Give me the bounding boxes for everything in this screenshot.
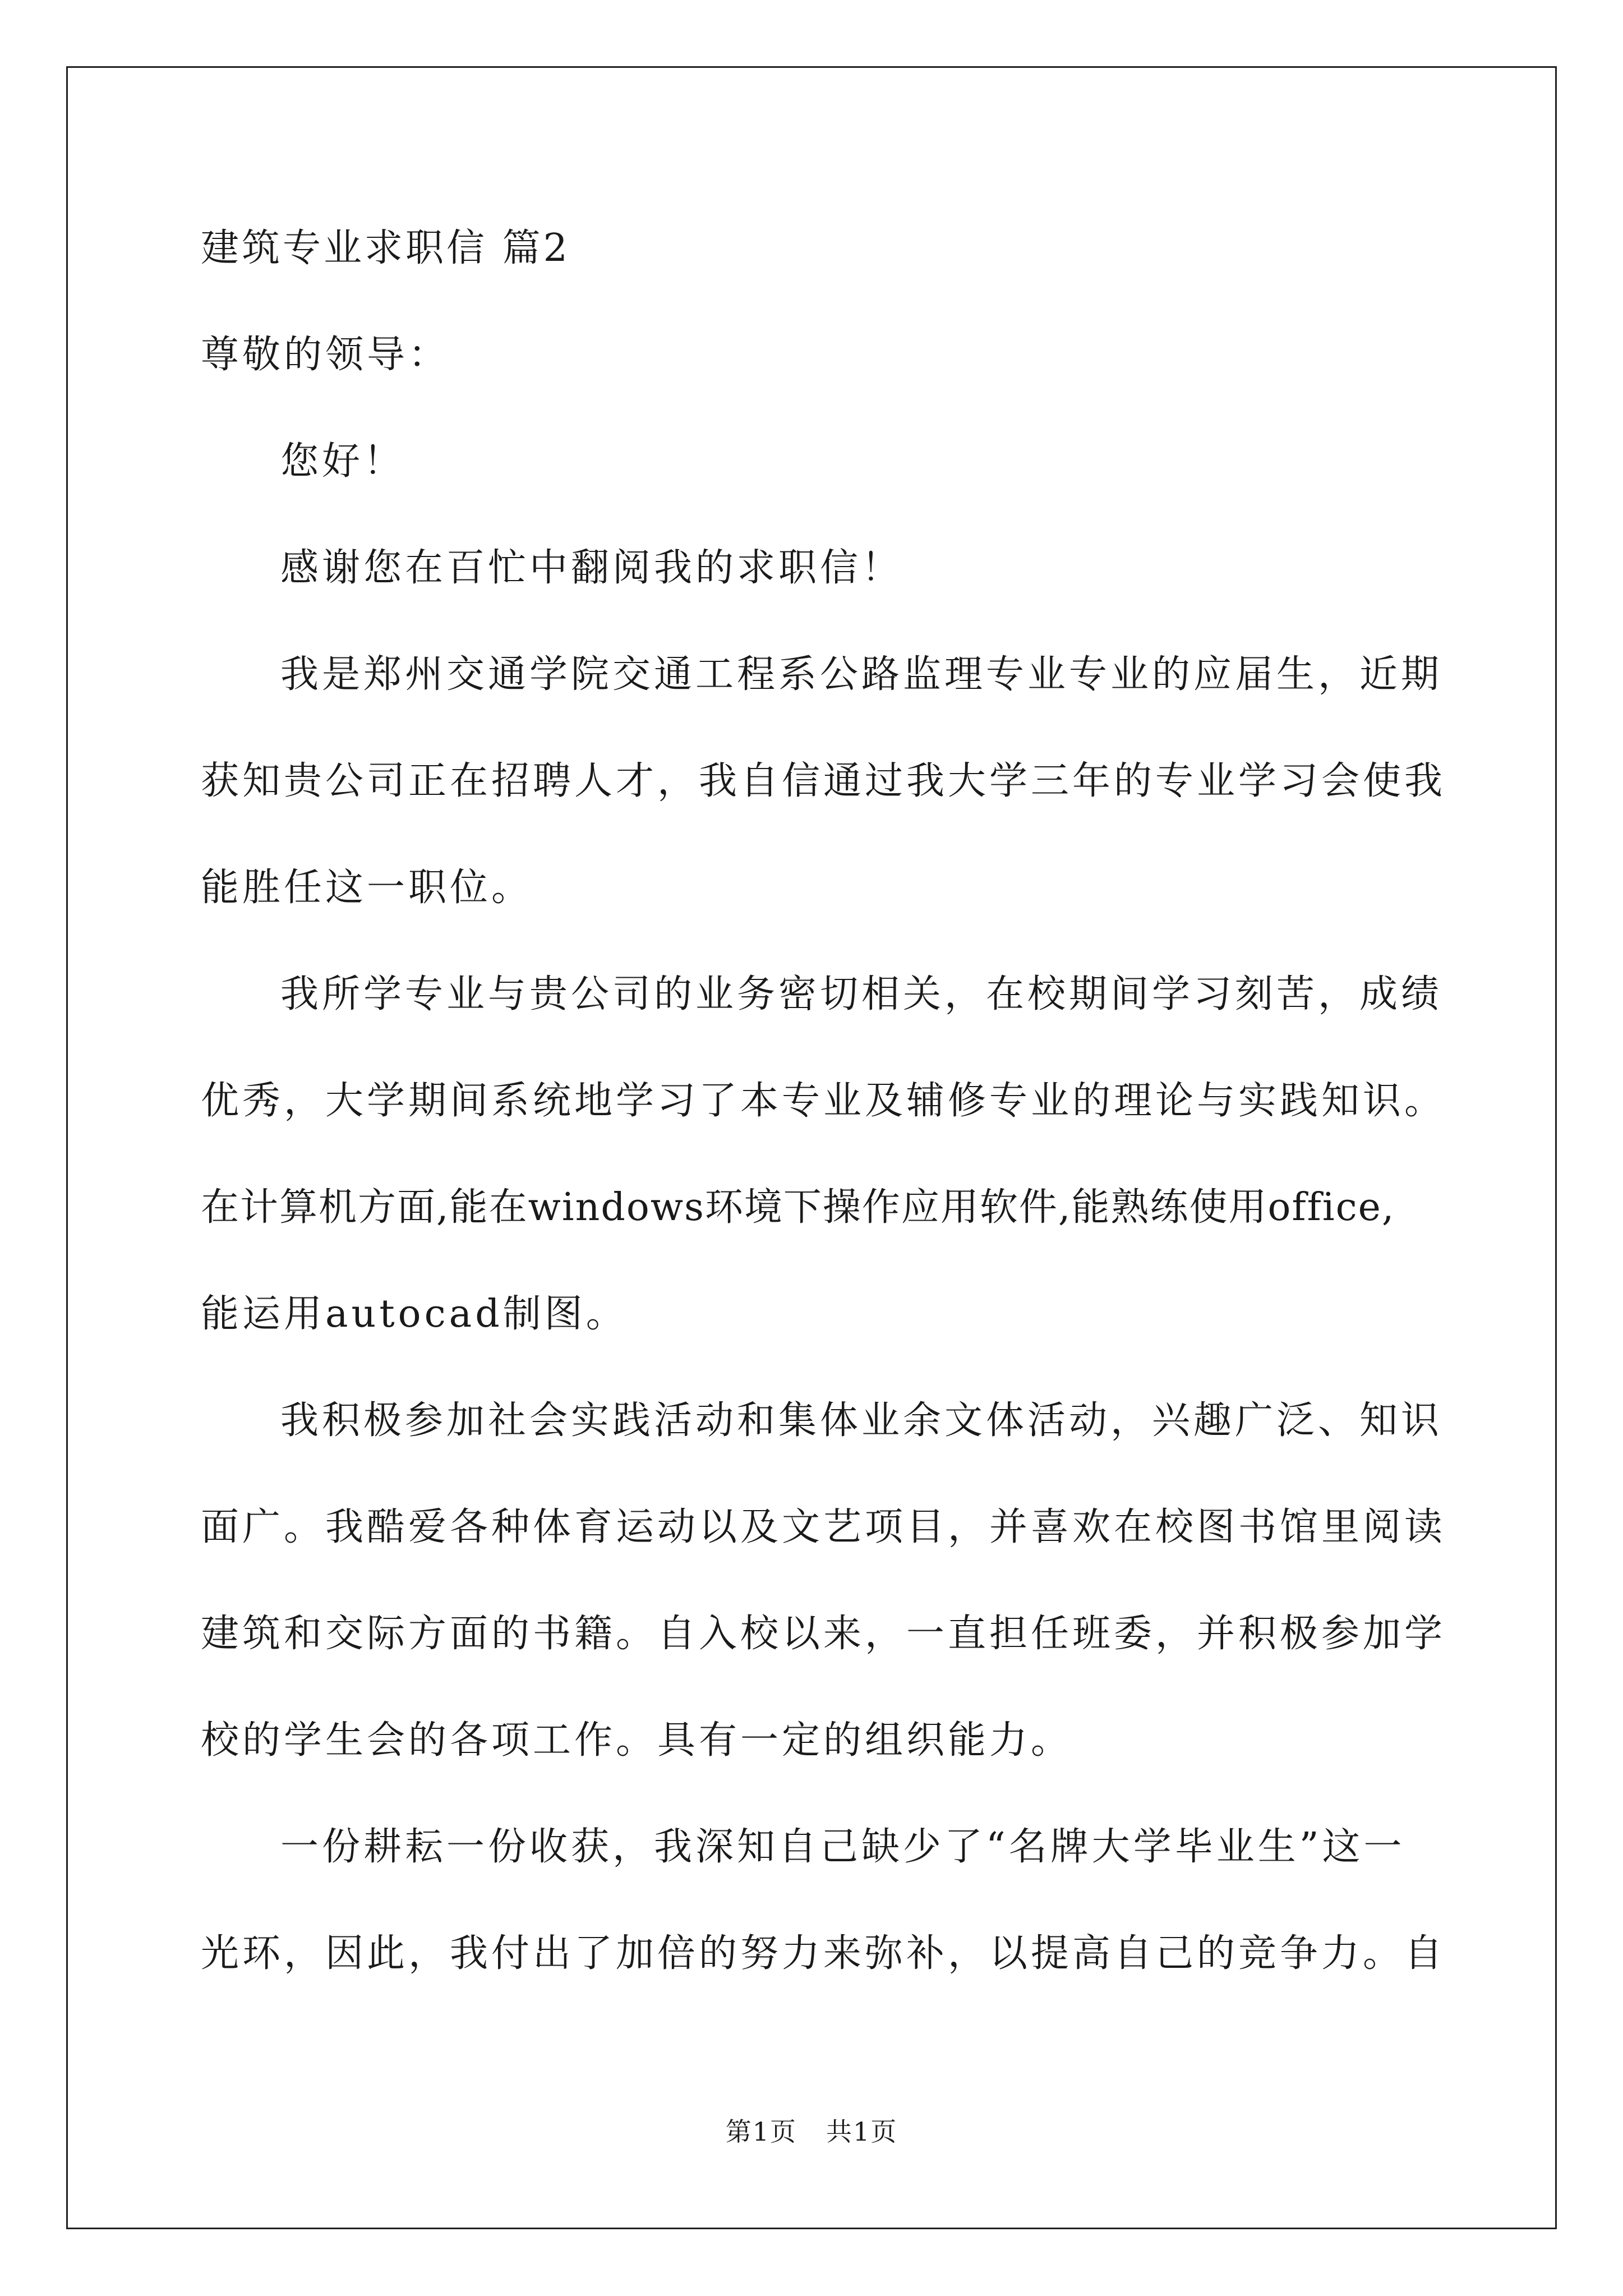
paragraph-line: 面广。我酷爱各种体育运动以及文艺项目，并喜欢在校图书馆里阅读: [201, 1505, 1446, 1549]
paragraph-line: 建筑和交际方面的书籍。自入校以来，一直担任班委，并积极参加学: [201, 1612, 1446, 1656]
page-footer: [0, 2115, 1623, 2148]
paragraph-line: 我是郑州交通学院交通工程系公路监理专业专业的应届生，近期: [280, 652, 1443, 697]
salutation: 尊敬的领导：: [201, 333, 450, 377]
paragraph-line: 在计算机方面,能在windows环境下操作应用软件,能熟练使用office,: [201, 1185, 1395, 1230]
paragraph-effort: [201, 1820, 1446, 1980]
page-number: 第1页: [725, 2116, 797, 2147]
paragraph-skills: [201, 968, 1446, 1341]
paragraph-line: 我积极参加社会实践活动和集体业余文体活动，兴趣广泛、知识: [280, 1398, 1443, 1443]
paragraph-line: 获知贵公司正在招聘人才，我自信通过我大学三年的专业学习会使我: [201, 759, 1446, 803]
paragraph-line: 校的学生会的各项工作。具有一定的组织能力。: [201, 1718, 1073, 1763]
paragraph-line: 我所学专业与贵公司的业务密切相关，在校期间学习刻苦，成绩: [280, 972, 1443, 1016]
paragraph-line: 光环，因此，我付出了加倍的努力来弥补，以提高自己的竞争力。自: [201, 1931, 1446, 1976]
paragraph-line: 能运用autocad制图。: [201, 1292, 628, 1336]
paragraph-activities: [201, 1394, 1446, 1767]
document-title: 建筑专业求职信 篇2: [201, 226, 570, 270]
paragraph-line: 优秀，大学期间系统地学习了本专业及辅修专业的理论与实践知识。: [201, 1079, 1446, 1123]
paragraph-line: 能胜任这一职位。: [201, 866, 533, 910]
paragraph-greeting: 您好！: [280, 439, 405, 484]
page-total: 共1页: [826, 2116, 898, 2147]
paragraph-thanks: 感谢您在百忙中翻阅我的求职信！: [280, 546, 903, 590]
letter-body: [201, 222, 1446, 1980]
paragraph-line: 一份耕耘一份收获，我深知自己缺少了“名牌大学毕业生”这一: [280, 1825, 1405, 1869]
paragraph-introduction: [201, 648, 1446, 914]
